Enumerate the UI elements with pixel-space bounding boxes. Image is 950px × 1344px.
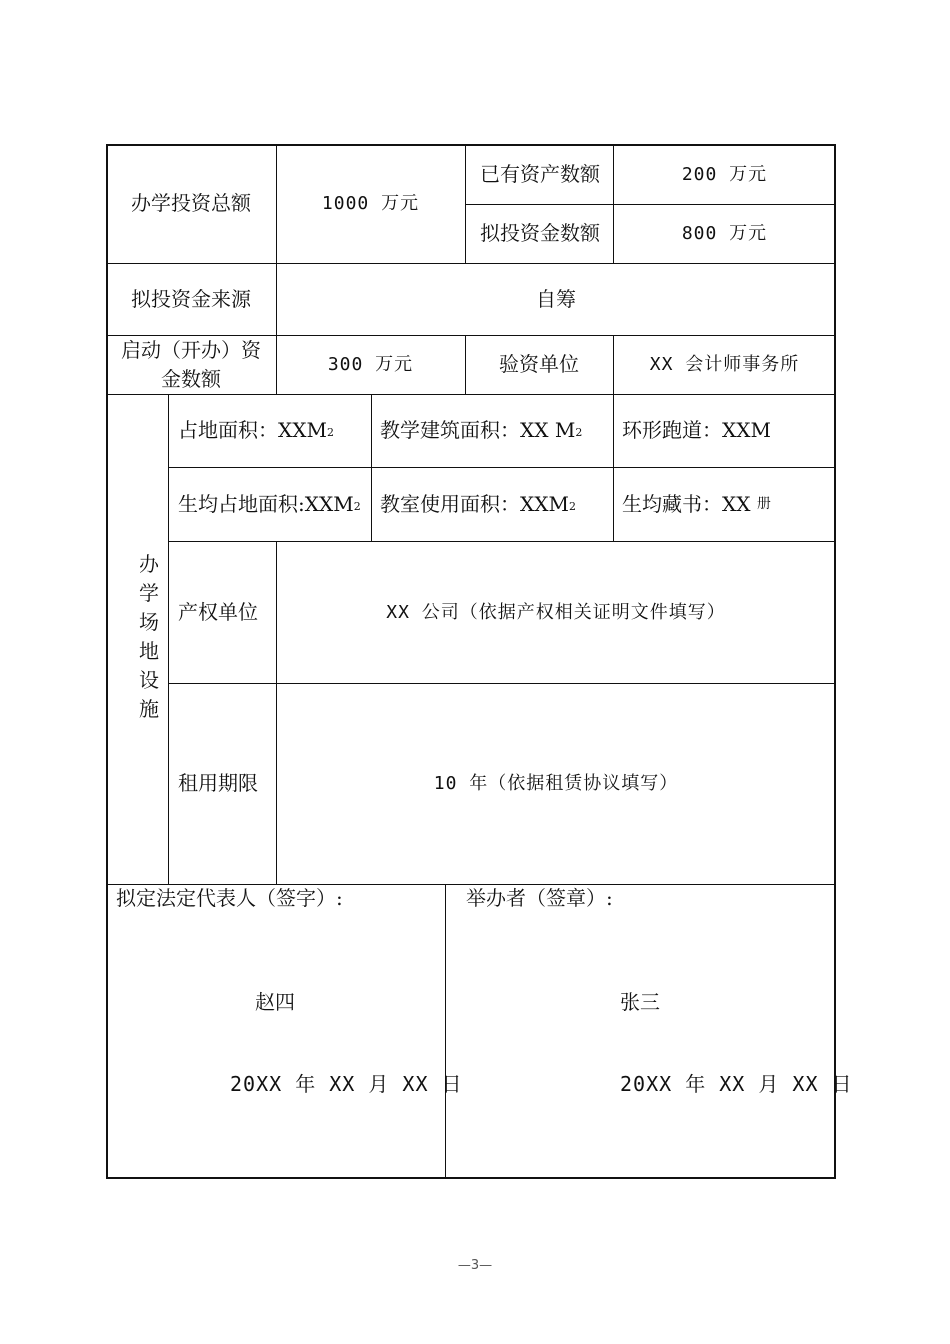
per-student-books: 生均藏书：XX 册: [622, 491, 771, 516]
column-divider: [465, 144, 466, 263]
existing-assets-label: 已有资产数额: [480, 161, 600, 186]
capital-verification-label: 验资单位: [499, 352, 579, 376]
running-track: 环形跑道：XXM: [622, 418, 771, 442]
property-owner-label: 产权单位: [178, 599, 258, 624]
planned-investment-value: 800 万元: [681, 223, 768, 244]
existing-assets-value: 200 万元: [681, 163, 768, 185]
sponsor-name: 张三: [620, 990, 660, 1014]
column-divider: [168, 394, 169, 884]
sponsor-seal-label: 举办者（签章）:: [466, 886, 613, 910]
column-divider: [613, 394, 614, 541]
lease-term-label: 租用期限: [178, 771, 258, 795]
column-divider: [371, 394, 372, 541]
total-investment-value: 1000 万元: [321, 193, 420, 214]
legal-rep-signature-label: 拟定法定代表人（签字）:: [116, 886, 343, 910]
startup-funds-value: 300 万元: [327, 354, 414, 375]
column-divider: [445, 884, 446, 1179]
teaching-building-area: 教学建筑面积：XX M 2: [380, 418, 583, 442]
page-number: —3—: [457, 1258, 493, 1273]
property-owner-value: XX 公司（依据产权相关证明文件填写）: [386, 601, 726, 623]
legal-rep-date: 20XX 年 XX 月 XX 日: [230, 1072, 463, 1096]
funding-source-label: 拟投资金来源: [131, 286, 251, 311]
per-student-land-area: 生均占地面积:XXM 2: [178, 491, 361, 516]
legal-rep-name: 赵四: [255, 990, 295, 1014]
funding-source-value: 自筹: [536, 286, 576, 311]
classroom-area: 教室使用面积：XXM 2: [380, 491, 576, 516]
startup-funds-label: 启动（开办）资金数额: [121, 337, 261, 391]
capital-verification-value: XX 会计师事务所: [649, 354, 800, 375]
facility-section-label: 办学场地设施: [139, 552, 159, 721]
planned-investment-label: 拟投资金数额: [480, 221, 600, 245]
sponsor-date: 20XX 年 XX 月 XX 日: [620, 1072, 853, 1096]
lease-term-value: 10 年（依据租赁协议填写）: [433, 773, 679, 794]
total-investment-label: 办学投资总额: [131, 191, 251, 215]
land-area: 占地面积：XXM 2: [178, 418, 334, 442]
